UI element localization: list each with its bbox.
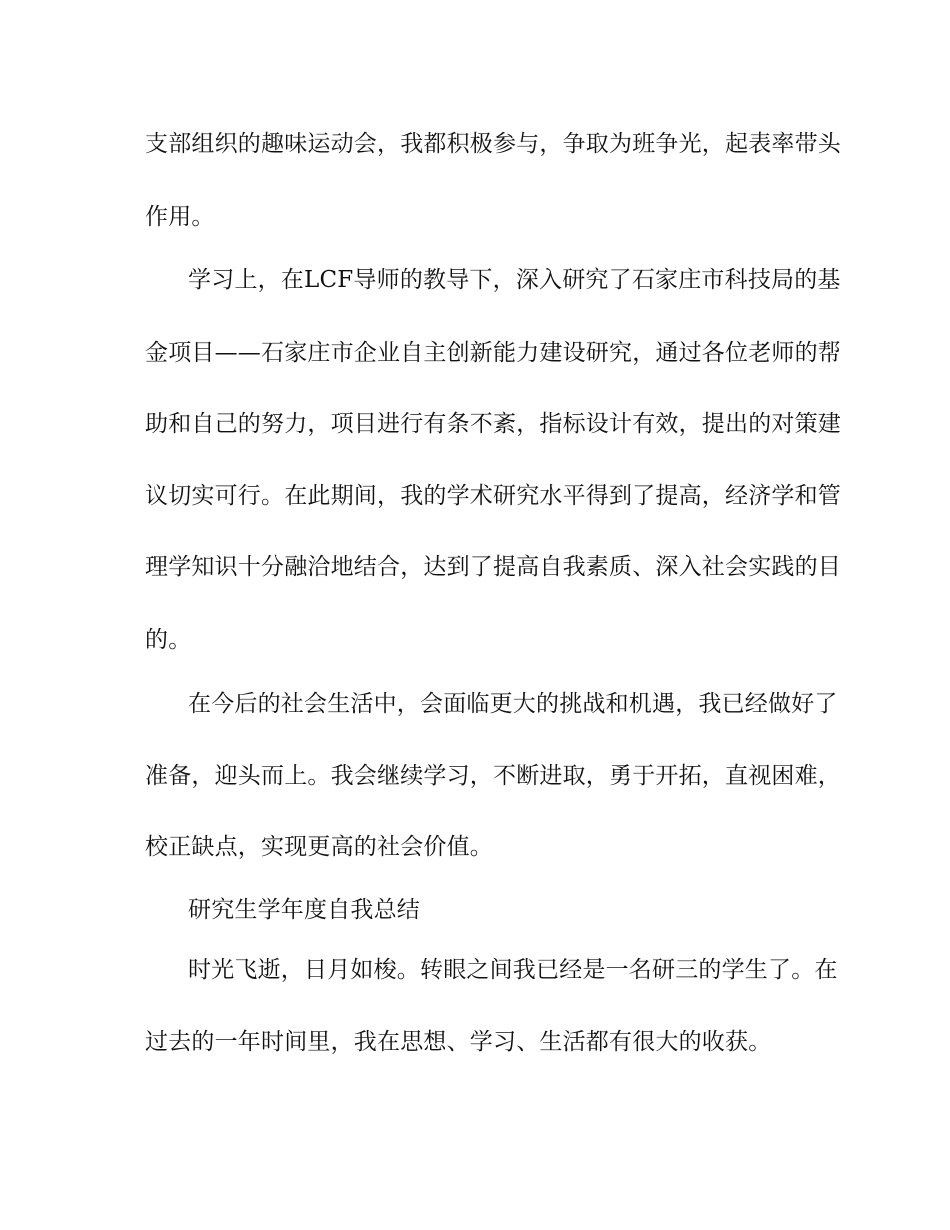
text-line: 金项目——石家庄市企业自主创新能力建设研究，通过各位老师的帮	[145, 340, 841, 366]
text-line: 准备，迎头而上。我会继续学习，不断进取，勇于开拓，直视困难，	[145, 763, 841, 789]
text-line: 的。	[145, 627, 192, 653]
paragraph-first-line: 在今后的社会生活中，会面临更大的挑战和机遇，我已经做好了	[188, 691, 838, 717]
text-line: 作用。	[145, 204, 215, 230]
text-line: 理学知识十分融洽地结合，达到了提高自我素质、深入社会实践的目	[145, 554, 841, 580]
text-line: 助和自己的努力，项目进行有条不紊，指标设计有效，提出的对策建	[145, 411, 841, 437]
section-heading: 研究生学年度自我总结	[188, 897, 420, 923]
paragraph-first-line: 学习上，在LCF导师的教导下，深入研究了石家庄市科技局的基	[188, 267, 841, 293]
text-line: 过去的一年时间里，我在思想、学习、生活都有很大的收获。	[145, 1029, 772, 1055]
text-line: 支部组织的趣味运动会，我都积极参与，争取为班争光，起表率带头	[145, 131, 841, 157]
text-line: 议切实可行。在此期间，我的学术研究水平得到了提高，经济学和管	[145, 483, 841, 509]
paragraph-first-line: 时光飞逝，日月如梭。转眼之间我已经是一名研三的学生了。在	[188, 957, 838, 983]
text-line: 校正缺点，实现更高的社会价值。	[145, 834, 493, 860]
